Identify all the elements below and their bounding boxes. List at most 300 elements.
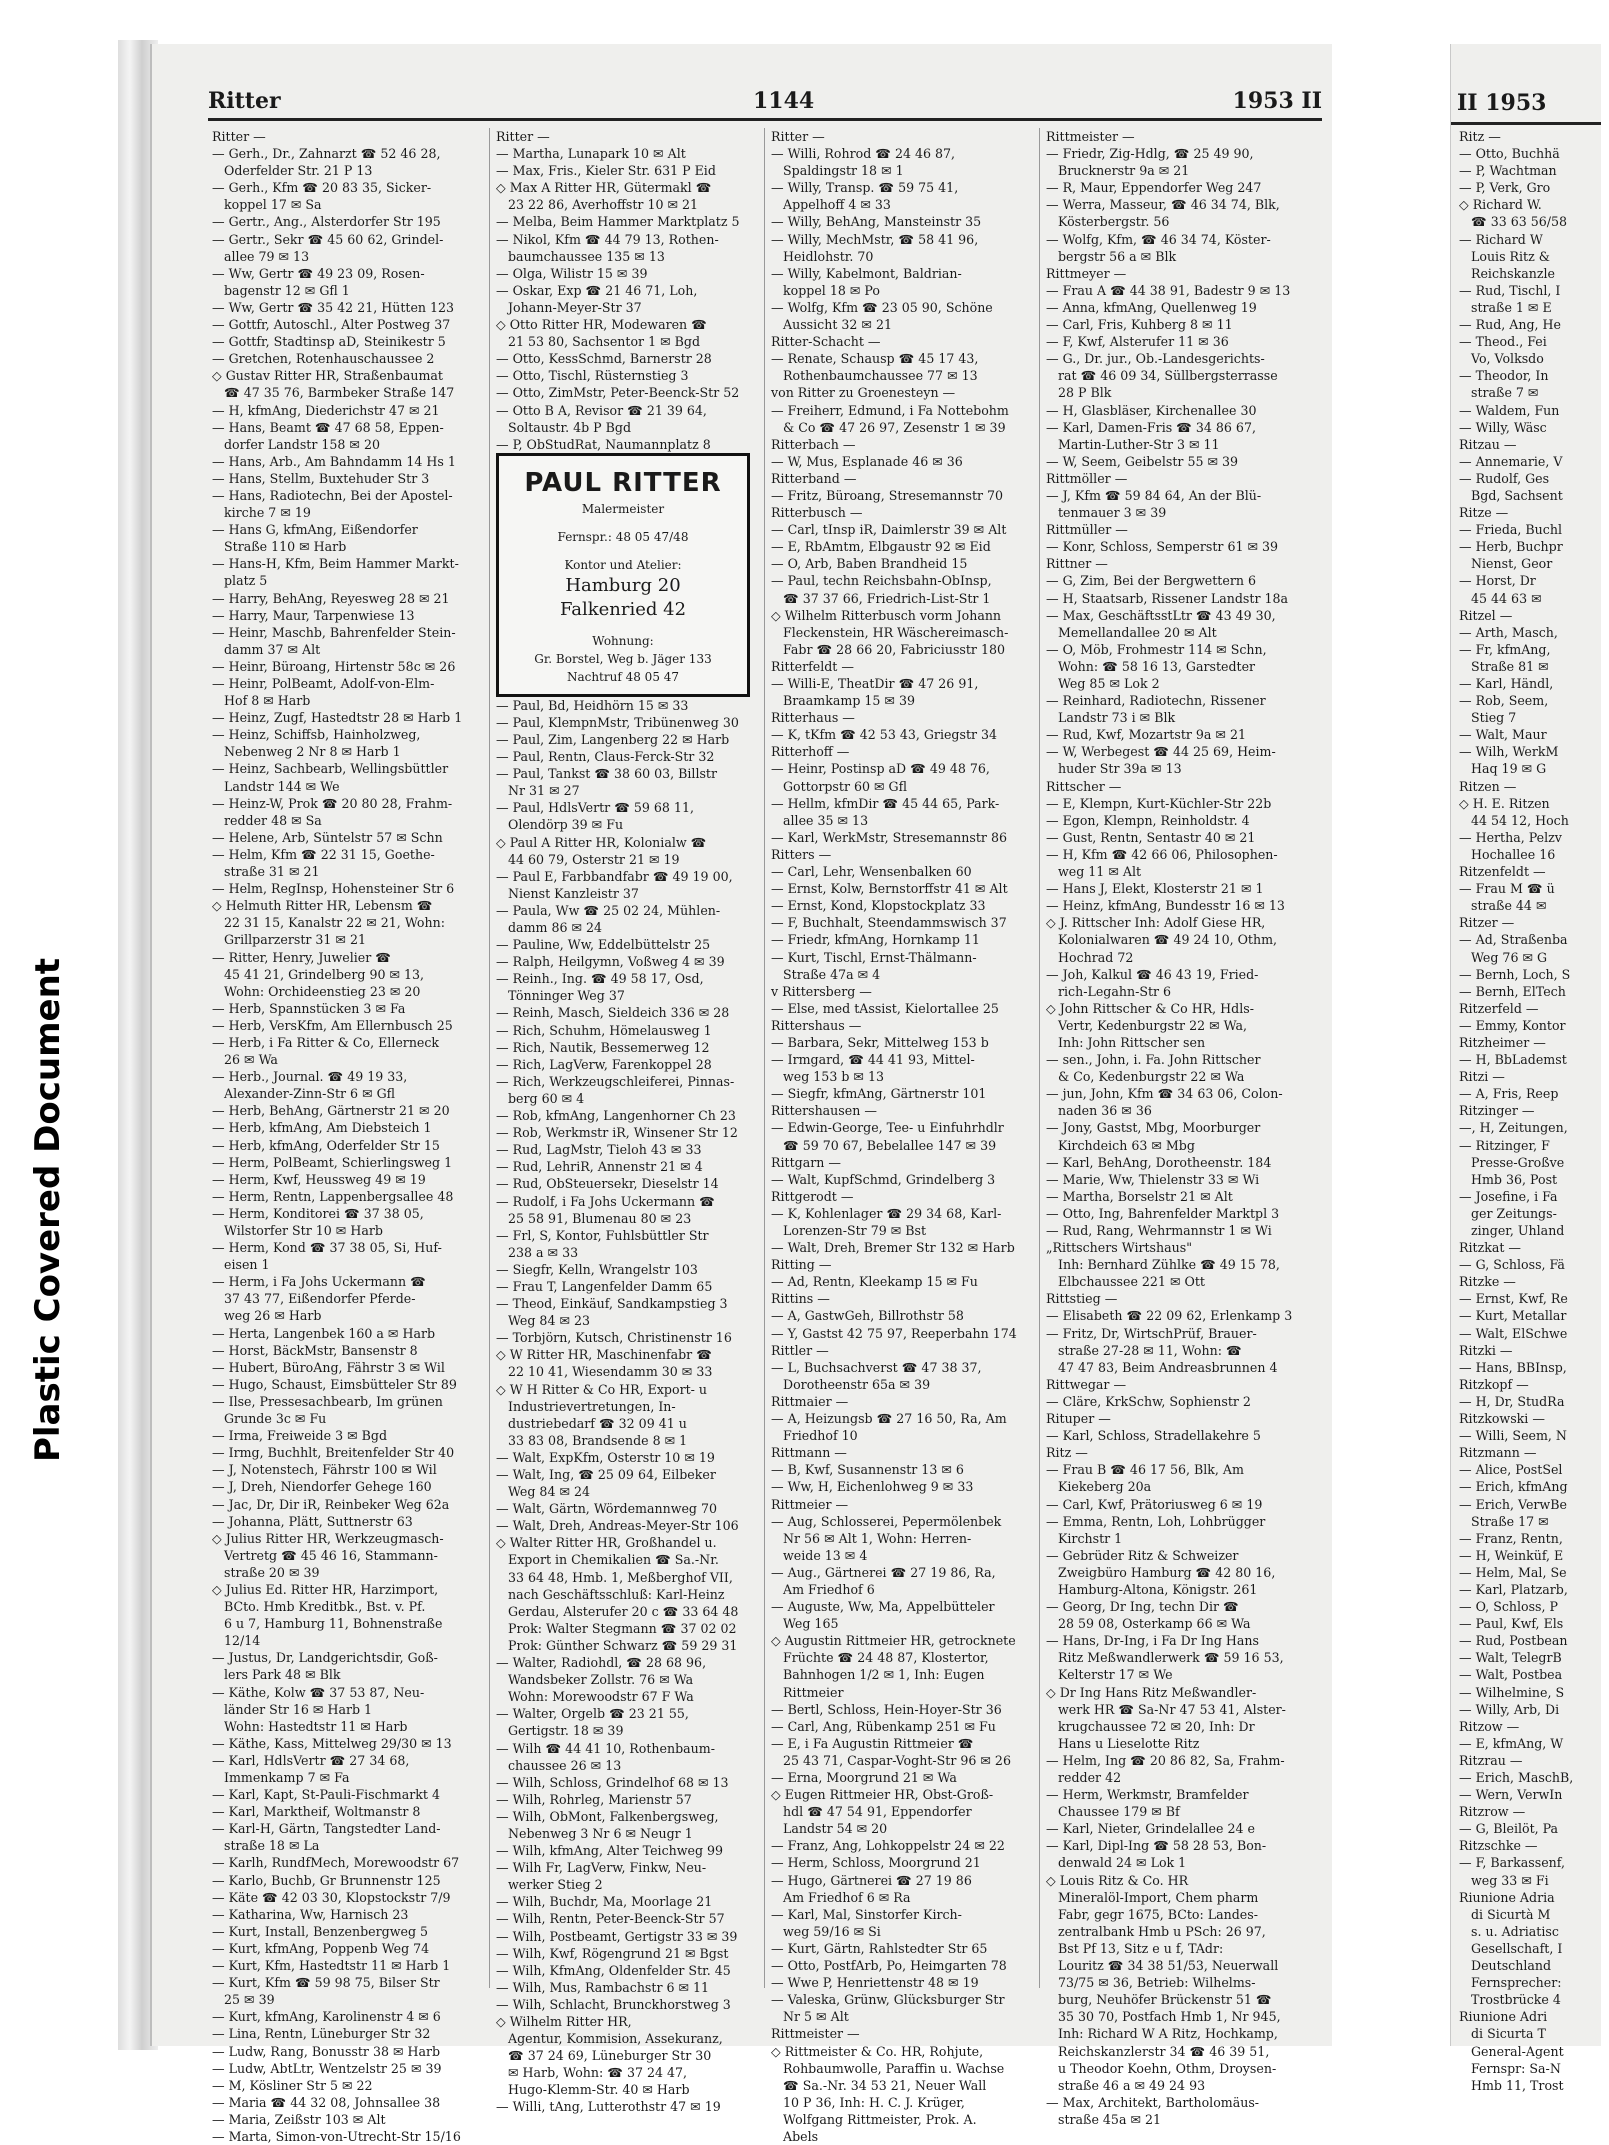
directory-entry-line: rich-Legahn-Str 6 xyxy=(1058,983,1172,999)
directory-entry-line: weg 59/16 ✉ Si xyxy=(783,1923,881,1939)
directory-entry-line: Abels xyxy=(783,2128,819,2144)
directory-entry-line: — Ernst, Kolw, Bernstorffstr 41 ✉ Alt xyxy=(771,881,1008,897)
ad-home-label: Wohnung: xyxy=(592,633,654,648)
directory-entry-line: Nr 31 ✉ 27 xyxy=(508,783,580,799)
directory-entry-line: s. u. Adriatisc xyxy=(1471,1923,1559,1939)
directory-entry-line: straße 1 ✉ E xyxy=(1471,299,1552,315)
directory-entry-line: werk HR ☎ Sa-Nr 47 53 41, Alster- xyxy=(1058,1701,1286,1717)
directory-entry-line: Industrievertretungen, In- xyxy=(508,1398,676,1414)
directory-entry-line: — Karlo, Buchb, Gr Brunnenstr 125 xyxy=(212,1872,441,1888)
directory-entry-line: — Jony, Gastst, Mbg, Moorburger xyxy=(1046,1120,1261,1136)
directory-entry-line: ◇ Rittmeister & Co. HR, Rohjute, xyxy=(771,2043,984,2059)
directory-entry-line: Oderfelder Str. 21 P 13 xyxy=(224,163,373,179)
directory-entry-line: — Georg, Dr Ing, techn Dir ☎ xyxy=(1046,1599,1239,1615)
directory-entry-line: — Rud, Rang, Wehrmannstr 1 ✉ Wi xyxy=(1046,1223,1272,1238)
directory-entry-line: krugchaussee 72 ✉ 20, Inh: Dr xyxy=(1058,1718,1255,1734)
directory-entry-line: ◇ Helmuth Ritter HR, Lebensm ☎ xyxy=(212,898,433,914)
directory-entry-line: — Siegfr, Kelln, Wrangelstr 103 xyxy=(496,1261,698,1277)
directory-entry-line: Rittmeister — xyxy=(771,2026,860,2042)
directory-entry-line: Nr 5 ✉ Alt xyxy=(783,2009,849,2025)
directory-entry-line: Nienst Kanzleistr 37 xyxy=(508,885,639,901)
directory-entry-line: Ritzinger — xyxy=(1459,1103,1535,1119)
directory-entry-line: — Otto, KessSchmd, Barnerstr 28 xyxy=(496,351,712,367)
directory-entry-line: Rittmeister — xyxy=(1046,129,1135,144)
directory-entry-line: — Karl, Händl, xyxy=(1459,676,1554,691)
directory-entry-line: Kelterstr 17 ✉ We xyxy=(1058,1667,1173,1683)
directory-entry-line: Vertr, Kedenburgstr 22 ✉ Wa, xyxy=(1058,1017,1248,1033)
directory-entry-line: — Otto, ZimMstr, Peter-Beenck-Str 52 xyxy=(496,385,740,401)
directory-entry-line: — Gerh., Dr., Zahnarzt ☎ 52 46 28, xyxy=(212,146,441,162)
directory-entry-line: chaussee 26 ✉ 13 xyxy=(508,1757,622,1773)
directory-entry-line: 25 ✉ 39 xyxy=(224,1992,275,2008)
directory-entry-line: — A, GastwGeh, Billrothstr 58 xyxy=(771,1308,964,1324)
directory-entry-line: — Walt, Gärtn, Wördemannweg 70 xyxy=(496,1501,718,1517)
directory-entry-line: Ritterfeldt — xyxy=(771,658,854,674)
directory-entry-line: ☎ 37 24 69, Lüneburger Str 30 xyxy=(508,2048,712,2064)
directory-entry-line: General-Agent xyxy=(1471,2043,1564,2059)
directory-entry-line: ger Zeitungs- xyxy=(1471,1205,1557,1221)
directory-entry-line: Rittgarn — xyxy=(771,1154,841,1170)
directory-entry-line: — Rudolf, i Fa Johs Uckermann ☎ xyxy=(496,1193,715,1209)
directory-entry-line: — Karl, WerkMstr, Stresemannstr 86 xyxy=(771,829,1007,845)
directory-entry-line: — J, Dreh, Niendorfer Gehege 160 xyxy=(212,1479,432,1495)
ad-name: PAUL RITTER xyxy=(524,467,722,498)
directory-entry-line: — Max, Architekt, Bartholomäus- xyxy=(1046,2094,1260,2110)
directory-entry-line: — Ludw, AbtLtr, Wentzelstr 25 ✉ 39 xyxy=(212,2060,442,2076)
directory-entry-line: — Ww, Gertr ☎ 49 23 09, Rosen- xyxy=(212,265,425,281)
directory-entry-line: — Heinr, Büroang, Hirtenstr 58c ✉ 26 xyxy=(212,658,456,674)
directory-entry-line: 33 64 48, Hmb. 1, Meßberghof VII, xyxy=(508,1569,733,1585)
directory-entry-line: Martin-Luther-Str 3 ✉ 11 xyxy=(1058,436,1220,452)
directory-entry-line: 12/14 xyxy=(224,1633,261,1649)
directory-entry-line: — Ad, Rentn, Kleekamp 15 ✉ Fu xyxy=(771,1274,978,1290)
directory-entry-line: ◇ Walter Ritter HR, Großhandel u. xyxy=(496,1535,717,1551)
directory-entry-line: — Rob, Werkmstr iR, Winsener Str 12 xyxy=(496,1125,738,1141)
directory-entry-line: allee 79 ✉ 13 xyxy=(224,248,310,264)
directory-entry-line: — Paul, KlempnMstr, Tribünenweg 30 xyxy=(496,714,739,730)
directory-entry-line: — Kurt, kfmAng, Karolinenstr 4 ✉ 6 xyxy=(212,2009,441,2025)
directory-entry-line: — Willy, Wäsc xyxy=(1459,419,1547,435)
directory-entry-line: Ritzkowski — xyxy=(1459,1411,1545,1427)
directory-entry-line: — Rud, Tischl, I xyxy=(1459,282,1561,298)
directory-entry-line: Rittler — xyxy=(771,1342,829,1358)
directory-entry-line: — Walt, Dreh, Andreas-Meyer-Str 106 xyxy=(496,1518,739,1534)
directory-entry-line: Louis Ritz & xyxy=(1471,248,1550,264)
directory-entry-line: — G., Dr. jur., Ob.-Landesgerichts- xyxy=(1046,351,1265,367)
directory-entry-line: Tönninger Weg 37 xyxy=(508,988,625,1004)
directory-entry-line: — Walt, ElSchwe xyxy=(1459,1325,1568,1341)
directory-entry-line: Rittins — xyxy=(771,1291,830,1307)
directory-entry-line: — Oskar, Exp ☎ 21 46 71, Loh, xyxy=(496,282,698,298)
directory-entry-line: & Co ☎ 47 26 97, Zesenstr 1 ✉ 39 xyxy=(783,419,1006,435)
directory-entry-line: BCto. Hmb Kreditbk., Bst. v. Pf. xyxy=(224,1599,426,1615)
directory-entry-line: eisen 1 xyxy=(224,1257,270,1273)
directory-entry-line: ◇ Dr Ing Hans Ritz Meßwandler- xyxy=(1046,1684,1257,1700)
directory-entry-line: — Wolfg, Kfm, ☎ 46 34 74, Köster- xyxy=(1046,231,1271,247)
side-label-text: Plastic Covered Document xyxy=(28,957,69,1463)
directory-entry-line: — Max, GeschäftsstLtr ☎ 43 49 30, xyxy=(1046,607,1276,623)
directory-entry-line: — Paula, Ww ☎ 25 02 24, Mühlen- xyxy=(496,902,721,918)
directory-entry-line: Kösterbergstr. 56 xyxy=(1058,214,1170,230)
directory-entry-line: — Theod., Fei xyxy=(1459,334,1547,350)
directory-entry-line: — Frau B ☎ 46 17 56, Blk, Am xyxy=(1046,1462,1244,1478)
directory-entry-line: — Kurt, Install, Benzenbergweg 5 xyxy=(212,1923,429,1939)
directory-entry-line: Louritz ☎ 34 38 51/53, Neuerwall xyxy=(1058,1958,1279,1974)
directory-entry-line: — Gebrüder Ritz & Schweizer xyxy=(1046,1547,1239,1563)
directory-entry-line: — Gretchen, Rotenhauschaussee 2 xyxy=(212,351,435,367)
directory-entry-line: Rittmaier — xyxy=(771,1393,849,1409)
directory-entry-line: — Siegfr, kfmAng, Gärtnerstr 101 xyxy=(771,1086,987,1102)
directory-entry-line: — Willi, Rohrod ☎ 24 46 87, xyxy=(771,146,956,162)
directory-entry-line: hdl ☎ 47 54 91, Eppendorfer xyxy=(783,1804,972,1820)
directory-entry-line: — Willi-E, TheatDir ☎ 47 26 91, xyxy=(771,676,979,691)
directory-entry-line: — Otto, PostfArb, Po, Heimgarten 78 xyxy=(771,1958,1007,1974)
directory-entry-line: — E, RbAmtm, Elbgaustr 92 ✉ Eid xyxy=(771,539,991,555)
directory-entry-line: Grillparzerstr 31 ✉ 21 xyxy=(224,932,367,948)
directory-entry-line: 26 ✉ Wa xyxy=(224,1052,278,1068)
directory-entry-line: — Emma, Rentn, Loh, Lohbrügger xyxy=(1046,1513,1266,1529)
directory-entry-line: Hamburg-Altona, Königstr. 261 xyxy=(1058,1581,1258,1597)
directory-entry-line: — Hans-H, Kfm, Beim Hammer Markt- xyxy=(212,556,459,572)
directory-entry-line: naden 36 ✉ 36 xyxy=(1058,1103,1152,1119)
directory-entry-line: straße 31 ✉ 21 xyxy=(224,864,320,880)
directory-entry-line: 21 53 80, Sachsentor 1 ✉ Bgd xyxy=(508,334,701,350)
directory-entry-line: di Sicurta T xyxy=(1471,2026,1546,2042)
directory-entry-line: — Hubert, BüroAng, Fährstr 3 ✉ Wil xyxy=(212,1359,445,1375)
directory-entry-line: Ritzheimer — xyxy=(1459,1034,1546,1050)
directory-entry-line: ◇ J. Rittscher Inh: Adolf Giese HR, xyxy=(1046,915,1266,931)
directory-entry-line: nach Geschäftsschluß: Karl-Heinz xyxy=(508,1586,725,1602)
directory-entry-line: — Ludw, Rang, Bonusstr 38 ✉ Harb xyxy=(212,2043,441,2059)
directory-entry-line: Chaussee 179 ✉ Bf xyxy=(1058,1804,1180,1820)
directory-entry-line: Olendörp 39 ✉ Fu xyxy=(508,817,624,833)
directory-entry-line: Landstr 73 i ✉ Blk xyxy=(1058,710,1176,726)
directory-entry-line: Weg 165 xyxy=(783,1616,839,1632)
directory-entry-line: Kirchstr 1 xyxy=(1058,1530,1123,1546)
directory-entry-line: von Ritter zu Groenesteyn — xyxy=(771,385,956,401)
directory-entry-line: dorfer Landstr 158 ✉ 20 xyxy=(224,436,381,452)
directory-entry-line: —, H, Zeitungen, xyxy=(1459,1120,1568,1136)
directory-entry-line: — Walter, Radiohdl, ☎ 28 68 96, xyxy=(496,1655,707,1671)
directory-entry-line: — J, Kfm ☎ 59 84 64, An der Blü- xyxy=(1046,487,1262,503)
directory-entry-line: — Wolfg, Kfm ☎ 23 05 90, Schöne xyxy=(771,299,993,315)
directory-entry-line: Ritter — xyxy=(496,129,550,144)
directory-entry-line: redder 48 ✉ Sa xyxy=(224,812,322,828)
directory-entry-line: redder 42 xyxy=(1058,1770,1122,1785)
directory-entry-line: — Rich, Werkzeugschleiferei, Pinnas- xyxy=(496,1073,735,1089)
directory-entry-line: Landstr 144 ✉ We xyxy=(224,778,340,794)
directory-entry-line: ☎ 37 37 66, Friedrich-List-Str 1 xyxy=(783,590,991,606)
directory-entry-line: — Justus, Dr, Landgerichtsdir, Goß- xyxy=(212,1650,438,1666)
directory-entry-line: ◇ Richard W. xyxy=(1459,197,1542,213)
directory-entry-line: ◇ Julius Ritter HR, Werkzeugmasch- xyxy=(212,1530,444,1546)
directory-entry-line: — Walt, Postbea xyxy=(1459,1667,1563,1683)
directory-entry-line: — Cläre, KrkSchw, Sophienstr 2 xyxy=(1046,1393,1251,1409)
directory-entry-line: — Otto, Ing, Bahrenfelder Marktpl 3 xyxy=(1046,1205,1280,1221)
directory-entry-line: — Helene, Arb, Süntelstr 57 ✉ Schn xyxy=(212,829,443,845)
directory-entry-line: Am Friedhof 6 xyxy=(783,1581,875,1597)
directory-entry-line: damm 86 ✉ 24 xyxy=(508,920,603,935)
directory-entry-line: — Horst, Dr xyxy=(1459,573,1536,589)
directory-entry-line: — Erna, Moorgrund 21 ✉ Wa xyxy=(771,1770,957,1785)
directory-entry-line: Rituper — xyxy=(1046,1411,1111,1427)
directory-entry-line: — Richard W xyxy=(1459,231,1543,247)
directory-entry-line: — Olga, Wilistr 15 ✉ 39 xyxy=(496,265,648,281)
directory-entry-line: — Hans, Beamt ☎ 47 68 58, Eppen- xyxy=(212,419,444,435)
directory-entry-line: — Heinz, Zugf, Hastedtstr 28 ✉ Harb 1 xyxy=(212,710,463,726)
directory-entry-line: — Valeska, Grünw, Glücksburger Str xyxy=(771,1992,1005,2008)
directory-entry-line: lers Park 48 ✉ Blk xyxy=(224,1667,341,1683)
directory-entry-line: Soltaustr. 4b P Bgd xyxy=(508,419,632,435)
directory-entry-line: bagenstr 12 ✉ Gfl 1 xyxy=(224,282,350,298)
directory-entry-line: Rittershaus — xyxy=(771,1017,862,1033)
directory-entry-line: — Käte ☎ 42 03 30, Klopstockstr 7/9 xyxy=(212,1889,451,1905)
directory-entry-line: Memellandallee 20 ✉ Alt xyxy=(1058,624,1217,640)
directory-entry-line: weg 26 ✉ Harb xyxy=(224,1308,322,1324)
directory-entry-line: 47 47 83, Beim Andreasbrunnen 4 xyxy=(1058,1359,1278,1375)
directory-entry-line: — Frau T, Langenfelder Damm 65 xyxy=(496,1278,713,1294)
directory-entry-line: Ritters — xyxy=(771,846,832,862)
directory-entry-line: — Wilh, ObMont, Falkenbergsweg, xyxy=(496,1808,719,1824)
directory-entry-line: — Herb, Buchpr xyxy=(1459,539,1563,555)
header-page-number: 1144 xyxy=(753,88,815,114)
directory-entry-line: — Aug, Schlosserei, Pepermölenbek xyxy=(771,1513,1002,1529)
directory-entry-line: — Ralph, Heilgymn, Voßweg 4 ✉ 39 xyxy=(496,954,725,970)
paul-ritter-advertisement xyxy=(496,453,750,697)
directory-entry-line: — Auguste, Ww, Ma, Appelbütteler xyxy=(771,1599,995,1615)
directory-entry-line: Zweigbüro Hamburg ☎ 42 80 16, xyxy=(1058,1564,1276,1580)
directory-entry-line: — Herm, Werkmstr, Bramfelder xyxy=(1046,1787,1249,1803)
directory-entry-line: — Herta, Langenbek 160 a ✉ Harb xyxy=(212,1325,436,1341)
directory-entry-line: baumchaussee 135 ✉ 13 xyxy=(508,248,665,264)
directory-entry-line: — Willy, Arb, Di xyxy=(1459,1701,1560,1717)
directory-entry-line: 6 u 7, Hamburg 11, Bohnenstraße xyxy=(224,1616,443,1632)
directory-entry-line: — Friedr, kfmAng, Hornkamp 11 xyxy=(771,932,980,948)
directory-entry-line: Nr 56 ✉ Alt 1, Wohn: Herren- xyxy=(783,1530,972,1546)
directory-entry-line: v Rittersberg — xyxy=(771,983,872,999)
directory-entry-line: — Karl, Kapt, St-Pauli-Fischmarkt 4 xyxy=(212,1787,440,1803)
directory-entry-line: Fabr, gegr 1675, BCto: Landes- xyxy=(1058,1906,1258,1922)
directory-entry-line: — Karl, Dipl-Ing ☎ 58 28 53, Bon- xyxy=(1046,1838,1267,1854)
directory-entry-line: — Joh, Kalkul ☎ 46 43 19, Fried- xyxy=(1046,966,1259,982)
directory-entry-line: — Karl, Nieter, Grindelallee 24 e xyxy=(1046,1821,1255,1837)
directory-entry-line: — Y, Gastst 42 75 97, Reeperbahn 174 xyxy=(771,1325,1017,1341)
directory-entry-line: — W, Seem, Geibelstr 55 ✉ 39 xyxy=(1046,453,1239,469)
directory-entry-line: Ritzenfeldt — xyxy=(1459,864,1546,880)
directory-entry-line: 25 58 91, Blumenau 80 ✉ 23 xyxy=(508,1210,692,1226)
directory-entry-line: — Hans, Arb., Am Bahndamm 14 Hs 1 xyxy=(212,453,456,469)
directory-entry-line: Ritzkat — xyxy=(1459,1240,1522,1256)
directory-entry-line: Am Friedhof 6 ✉ Ra xyxy=(783,1889,911,1905)
directory-entry-line: — Werra, Masseur, ☎ 46 34 74, Blk, xyxy=(1046,197,1280,213)
directory-entry-line: — Herm, PolBeamt, Schierlingsweg 1 xyxy=(212,1154,453,1170)
directory-entry-line: — Martha, Borselstr 21 ✉ Alt xyxy=(1046,1188,1233,1204)
directory-entry-line: Ritterband — xyxy=(771,470,857,486)
directory-entry-line: — Walter, Orgelb ☎ 23 21 55, xyxy=(496,1706,689,1722)
directory-entry-line: — Rudolf, Ges xyxy=(1459,470,1550,486)
directory-entry-line: — Carl, Ang, Rübenkamp 251 ✉ Fu xyxy=(771,1718,996,1734)
directory-entry-line: — Fritz, Büroang, Stresemannstr 70 xyxy=(771,487,1004,503)
directory-entry-line: — Karl, Platzarb, xyxy=(1459,1581,1568,1597)
directory-entry-line: — Elisabeth ☎ 22 09 62, Erlenkamp 3 xyxy=(1046,1308,1293,1324)
directory-entry-line: — Käthe, Kass, Mittelweg 29/30 ✉ 13 xyxy=(212,1735,452,1751)
directory-entry-line: — Wilh, Schloss, Grindelhof 68 ✉ 13 xyxy=(496,1774,729,1790)
directory-entry-line: Alexander-Zinn-Str 6 ✉ Gfl xyxy=(224,1086,396,1102)
directory-entry-line: — Willi, Seem, N xyxy=(1459,1428,1567,1444)
directory-entry-line: — Herb, BehAng, Gärtnerstr 21 ✉ 20 xyxy=(212,1103,450,1119)
directory-entry-line: — E, i Fa Augustin Rittmeier ☎ xyxy=(771,1735,974,1751)
directory-entry-line: — P, ObStudRat, Naumannplatz 8 xyxy=(496,436,711,452)
directory-entry-line: — Jac, Dr, Dir iR, Reinbeker Weg 62a xyxy=(212,1496,450,1512)
directory-entry-line: — Willy, Kabelmont, Baldrian- xyxy=(771,265,962,281)
directory-entry-line: tenmauer 3 ✉ 39 xyxy=(1058,505,1167,521)
directory-entry-line: — H, Glasbläser, Kirchenallee 30 xyxy=(1046,402,1257,418)
directory-entry-line: — Walt, Ing, ☎ 25 09 64, Eilbeker xyxy=(496,1467,716,1482)
directory-entry-line: Ritzrow — xyxy=(1459,1804,1526,1820)
directory-entry-line: — Paul, Tankst ☎ 38 60 03, Billstr xyxy=(496,766,718,782)
directory-entry-line: Riunione Adria xyxy=(1459,1889,1555,1905)
ad-phone: Fernspr.: 48 05 47/48 xyxy=(557,529,689,544)
ad-home-address: Gr. Borstel, Weg b. Jäger 133 xyxy=(534,651,712,666)
directory-entry-line: Ritzrau — xyxy=(1459,1752,1523,1768)
directory-entry-line: bergstr 56 a ✉ Blk xyxy=(1058,248,1177,264)
directory-entry-line: — Gottfr, Stadtinsp aD, Steinikestr 5 xyxy=(212,334,446,350)
page-header xyxy=(208,86,1322,121)
directory-entry-line: Rittgerodt — xyxy=(771,1188,854,1204)
directory-entry-line: Fleckenstein, HR Wäschereimasch- xyxy=(783,624,1009,640)
directory-entry-line: — Reinh, Masch, Sieldeich 336 ✉ 28 xyxy=(496,1005,730,1021)
directory-entry-line: Ritz — xyxy=(1046,1445,1088,1461)
directory-entry-line: — Herm, Kond ☎ 37 38 05, Si, Huf- xyxy=(212,1240,442,1256)
directory-entry-line: rat ☎ 46 09 34, Süllbergsterrasse xyxy=(1058,368,1278,384)
directory-entry-line: — Melba, Beim Hammer Marktplatz 5 xyxy=(496,214,740,230)
directory-entry-line: — Arth, Masch, xyxy=(1459,624,1558,640)
directory-entry-line: — Waldem, Fun xyxy=(1459,402,1560,418)
directory-entry-line: ◇ Louis Ritz & Co. HR xyxy=(1046,1872,1189,1888)
directory-entry-line: Gerdau, Alsterufer 20 c ☎ 33 64 48 xyxy=(508,1603,739,1619)
directory-entry-line: Ritterhaus — xyxy=(771,710,855,726)
directory-entry-line: Vertretg ☎ 45 46 16, Stammann- xyxy=(224,1547,438,1563)
directory-entry-line: Hmb 36, Post xyxy=(1471,1171,1558,1187)
directory-entry-line: Rothenbaumchaussee 77 ✉ 13 xyxy=(783,368,978,384)
directory-entry-line: — Franz, Ang, Lohkoppelstr 24 ✉ 22 xyxy=(771,1838,1005,1854)
directory-entry-line: — Helm, RegInsp, Hohensteiner Str 6 xyxy=(212,881,455,897)
directory-entry-line: Bst Pf 13, Sitz e u f, TAdr: xyxy=(1058,1940,1224,1956)
directory-entry-line: — Pauline, Ww, Eddelbüttelstr 25 xyxy=(496,937,711,953)
directory-entry-line: Rittershausen — xyxy=(771,1103,877,1119)
directory-entry-line: — Karl, Damen-Fris ☎ 34 86 67, xyxy=(1046,419,1256,435)
directory-entry-line: — Konr, Schloss, Semperstr 61 ✉ 39 xyxy=(1046,539,1279,555)
directory-entry-line: — Wwe P, Henriettenstr 48 ✉ 19 xyxy=(771,1975,979,1991)
directory-entry-line: — Heinz-W, Prok ☎ 20 80 28, Frahm- xyxy=(212,795,453,811)
directory-entry-line: — J, Notenstech, Fährstr 100 ✉ Wil xyxy=(212,1462,437,1478)
directory-entry-line: — Harry, BehAng, Reyesweg 28 ✉ 21 xyxy=(212,590,450,606)
directory-entry-line: ◇ Gustav Ritter HR, Straßenbaumat xyxy=(212,368,443,384)
directory-entry-line: — Wilh Fr, LagVerw, Finkw, Neu- xyxy=(496,1860,707,1876)
directory-entry-line: — Gertr., Sekr ☎ 45 60 62, Grindel- xyxy=(212,231,444,247)
directory-entry-line: — Frieda, Buchl xyxy=(1459,522,1562,538)
directory-entry-line: — Katharina, Ww, Harnisch 23 xyxy=(212,1906,409,1922)
directory-entry-line: Fernspr: Sa-N xyxy=(1471,2060,1561,2076)
directory-entry-line: — Aug., Gärtnerei ☎ 27 19 86, Ra, xyxy=(771,1564,996,1580)
directory-entry-line: damm 37 ✉ Alt xyxy=(224,641,321,657)
directory-entry-line: — Hugo, Schaust, Eimsbütteler Str 89 xyxy=(212,1376,457,1392)
directory-entry-line: — Wilh, Buchdr, Ma, Moorlage 21 xyxy=(496,1894,713,1910)
directory-entry-line: — Carl, Kwf, Prätoriusweg 6 ✉ 19 xyxy=(1046,1496,1263,1512)
directory-entry-line: — Max, Fris., Kieler Str. 631 P Eid xyxy=(496,163,716,179)
directory-entry-line: — E, Klempn, Kurt-Küchler-Str 22b xyxy=(1046,795,1272,811)
directory-entry-line: 28 P Blk xyxy=(1058,385,1112,401)
directory-entry-line: — H, Dr, StudRa xyxy=(1459,1393,1565,1409)
directory-entry-line: Ritzmann — xyxy=(1459,1445,1537,1461)
directory-entry-line: — Ww, Gertr ☎ 35 42 21, Hütten 123 xyxy=(212,299,455,315)
directory-entry-line: Spaldingstr 18 ✉ 1 xyxy=(783,163,904,179)
directory-entry-line: Straße 47a ✉ 4 xyxy=(783,966,881,982)
directory-entry-line: — Rud, LagMstr, Tieloh 43 ✉ 33 xyxy=(496,1142,702,1158)
directory-entry-line: — Edwin-George, Tee- u Einfuhrhdlr xyxy=(771,1120,1004,1136)
directory-entry-line: allee 35 ✉ 13 xyxy=(783,812,869,828)
directory-entry-line: Aussicht 32 ✉ 21 xyxy=(783,317,892,333)
directory-entry-line: Johann-Meyer-Str 37 xyxy=(508,299,642,315)
directory-entry-line: — F, Buchhalt, Steendammswisch 37 xyxy=(771,915,1007,931)
directory-entry-line: ◇ Max A Ritter HR, Gütermakl ☎ xyxy=(496,180,712,196)
directory-entry-line: — Helm, Ing ☎ 20 86 82, Sa, Frahm- xyxy=(1046,1752,1285,1768)
directory-entry-line: Wohn: ☎ 58 16 13, Garstedter xyxy=(1058,658,1256,674)
directory-entry-line: Ritzke — xyxy=(1459,1274,1516,1290)
directory-entry-line: — H, Staatsarb, Rissener Landstr 18a xyxy=(1046,590,1289,606)
directory-entry-line: 44 54 12, Hoch xyxy=(1471,812,1569,828)
directory-entry-line: — P, Wachtman xyxy=(1459,163,1557,179)
directory-entry-line: — Karl-H, Gärtn, Tangstedter Land- xyxy=(212,1821,441,1837)
directory-entry-line: — Martha, Lunapark 10 ✉ Alt xyxy=(496,146,686,162)
directory-entry-line: Vo, Volksdo xyxy=(1471,351,1544,367)
directory-entry-line: — Harry, Maur, Tarpenwiese 13 xyxy=(212,607,415,623)
directory-entry-line: 28 59 08, Osterkamp 66 ✉ Wa xyxy=(1058,1616,1251,1632)
directory-entry-line: — Bernh, Loch, S xyxy=(1459,966,1571,982)
directory-entry-line: — Rob, kfmAng, Langenhorner Ch 23 xyxy=(496,1108,736,1124)
directory-entry-line: — A, Heizungsb ☎ 27 16 50, Ra, Am xyxy=(771,1411,1007,1427)
directory-entry-line: Rittmann — xyxy=(771,1445,847,1461)
directory-entry-line: ◇ Eugen Rittmeier HR, Obst-Groß- xyxy=(771,1787,994,1803)
directory-entry-line: — Gust, Rentn, Sentastr 40 ✉ 21 xyxy=(1046,829,1256,845)
side-label xyxy=(8,930,88,1490)
directory-entry-line: Wohn: Orchideenstieg 23 ✉ 20 xyxy=(224,983,421,999)
column-5 xyxy=(1459,128,1609,2093)
ad-profession: Malermeister xyxy=(581,501,665,516)
directory-entry-line: 37 43 77, Eißendorfer Pferde- xyxy=(224,1291,416,1307)
directory-entry-line: Appelhoff 4 ✉ 33 xyxy=(783,197,891,213)
directory-entry-line: Rittmöller — xyxy=(1046,470,1128,486)
directory-entry-line: Ritting — xyxy=(771,1257,832,1273)
directory-entry-line: — Torbjörn, Kutsch, Christinenstr 16 xyxy=(496,1330,732,1346)
directory-entry-line: — Wilh, Kwf, Rögengrund 21 ✉ Bgst xyxy=(496,1945,729,1961)
directory-entry-line: — Maria ☎ 44 32 08, Johnsallee 38 xyxy=(212,2094,441,2110)
directory-entry-line: — Carl, Lehr, Wensenbalken 60 xyxy=(771,864,972,880)
directory-entry-line: Wandsbeker Zollstr. 76 ✉ Wa xyxy=(508,1672,694,1688)
directory-entry-line: Rittner — xyxy=(1046,556,1108,572)
directory-entry-line: — E, kfmAng, W xyxy=(1459,1735,1564,1751)
directory-entry-line: Agentur, Kommision, Assekuranz, xyxy=(508,2031,723,2047)
column-2-bottom xyxy=(496,697,750,2116)
directory-entry-line: — Herb, kfmAng, Am Diebsteich 1 xyxy=(212,1120,432,1136)
directory-entry-line: — Irma, Freiweide 3 ✉ Bgd xyxy=(212,1428,388,1444)
directory-entry-line: — Wilh ☎ 44 41 10, Rothenbaum- xyxy=(496,1740,715,1756)
directory-entry-line: ◇ Wilhelm Ritterbusch vorm Johann xyxy=(771,607,1002,623)
directory-entry-line: Grunde 3c ✉ Fu xyxy=(224,1411,327,1427)
directory-entry-line: — Otto, Tischl, Rüsternstieg 3 xyxy=(496,368,689,384)
directory-entry-line: Ritzel — xyxy=(1459,607,1513,623)
directory-entry-line: — Rud, LehriR, Annenstr 21 ✉ 4 xyxy=(496,1159,703,1175)
